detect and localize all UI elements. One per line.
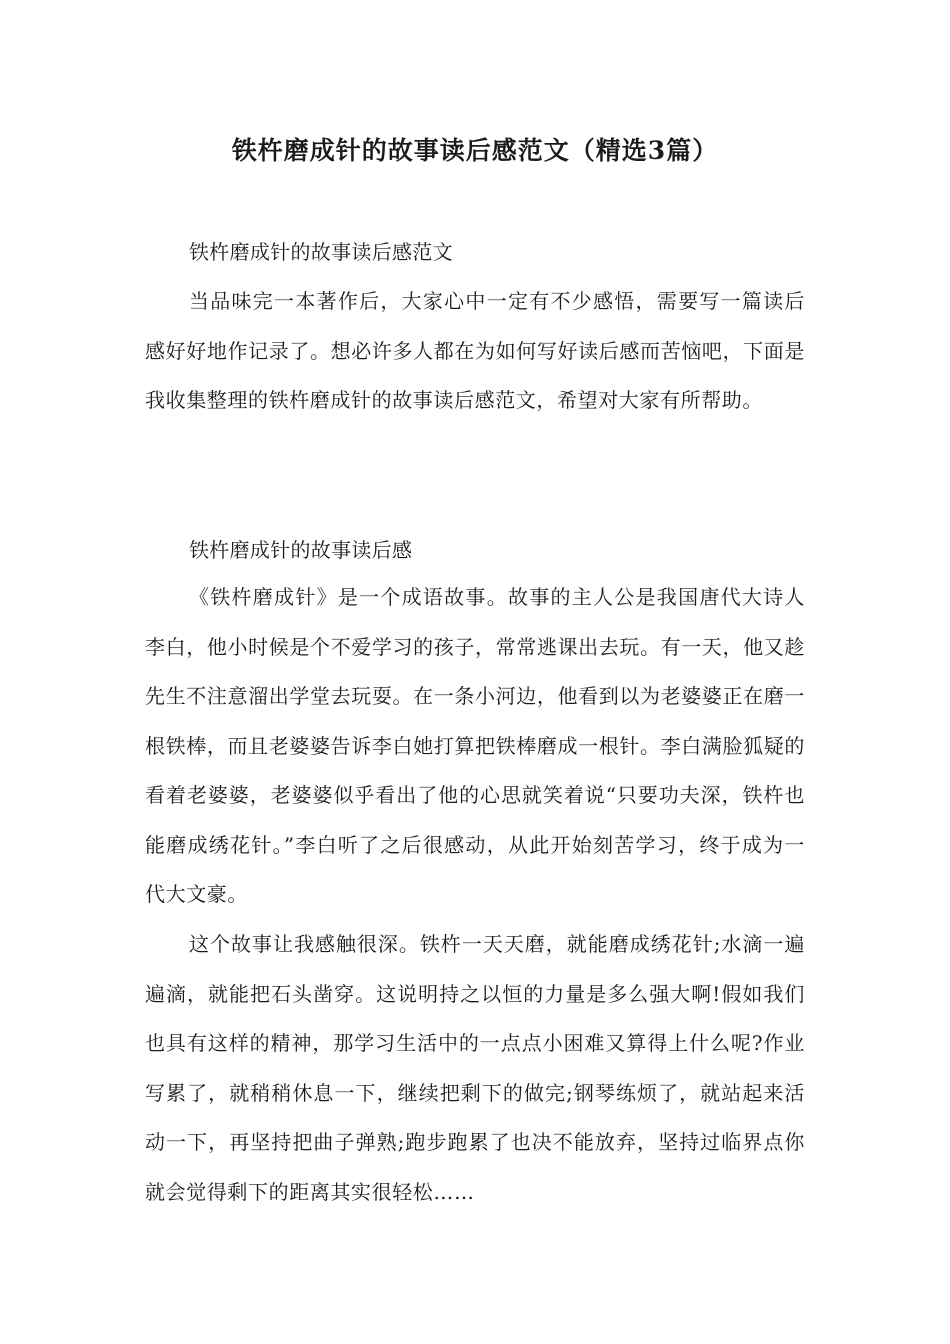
document-title: 铁杵磨成针的故事读后感范文（精选3篇）: [231, 136, 719, 165]
reflection-paragraph: 这个故事让我感触很深。铁杵一天天磨，就能磨成绣花针;水滴一遍遍滴，就能把石头凿穿。这说明持之以恒的力量是多么强大啊!假如我们也具有这样的精神，那学习生活中的一点点小困难又算得上什么呢?作业写累了，就稍稍休息一下，继续把剩下的做完;钢琴练烦了，就站起来活动一下，再坚持把曲子弹熟;跑步跑累了也决不能放弃，坚持过临界点你就会觉得剩下的距离其实很轻松……: [145, 932, 805, 1204]
story-paragraph: 《铁杵磨成针》是一个成语故事。故事的主人公是我国唐代大诗人李白，他小时候是个不爱学习的孩子，常常逃课出去玩。有一天，他又趁先生不注意溜出学堂去玩耍。在一条小河边，他看到以为老婆婆正在磨一根铁棒，而且老婆婆告诉李白她打算把铁棒磨成一根针。李白满脸狐疑的看着老婆婆，老婆婆似乎看出了他的心思就笑着说“只要功夫深，铁杵也能磨成绣花针。”李白听了之后很感动，从此开始刻苦学习，终于成为一代大文豪。: [145, 585, 805, 906]
intro-paragraph: 当品味完一本著作后，大家心中一定有不少感悟，需要写一篇读后感好好地作记录了。想必许多人都在为如何写好读后感而苦恼吧，下面是我收集整理的铁杵磨成针的故事读后感范文，希望对大家有所帮助。: [145, 289, 805, 412]
section-2-heading: 铁杵磨成针的故事读后感: [189, 538, 413, 562]
section-1-heading: 铁杵磨成针的故事读后感范文: [189, 240, 453, 264]
